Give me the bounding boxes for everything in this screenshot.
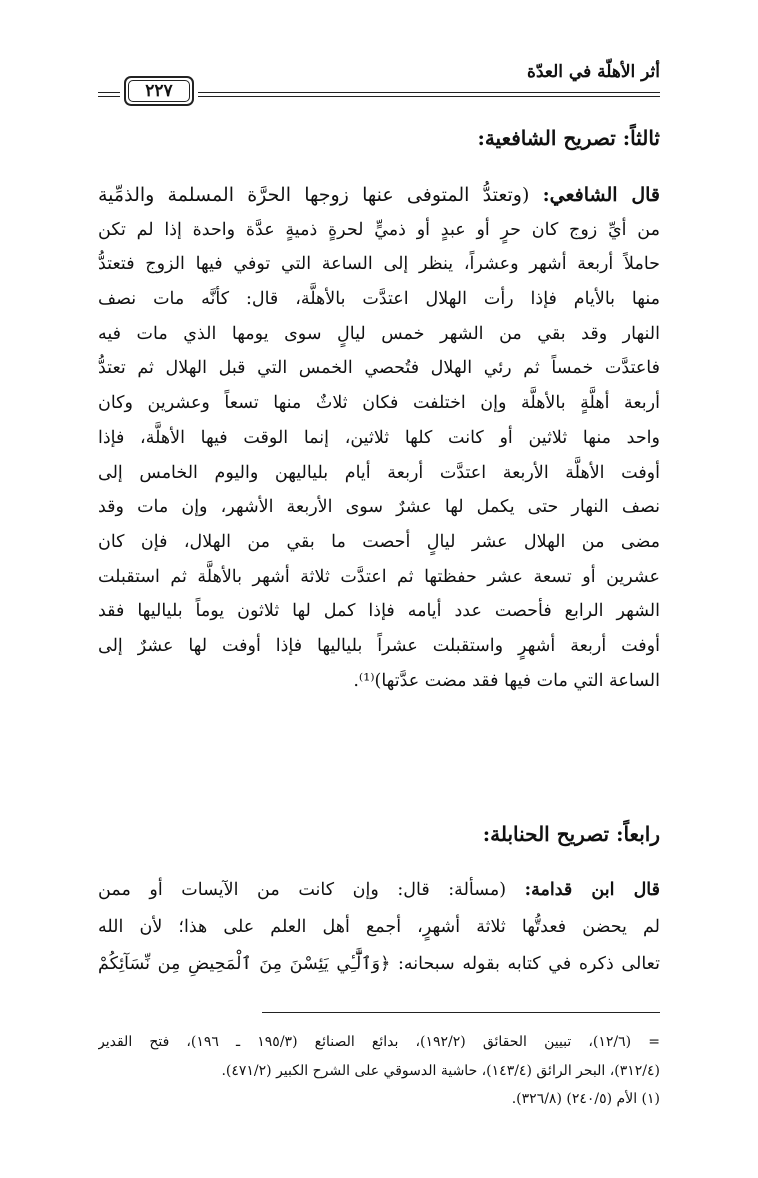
section-heading-shafii: ثالثاً: تصريح الشافعية: (477, 126, 660, 150)
text-line: النهار وقد بقي من الشهر خمس ليالٍ سوى يومها الذي مات فيه (98, 323, 660, 344)
header-rule (198, 92, 660, 97)
footnote-line: (١) الأم (٢٤٠/٥) (٣٢٦/٨). (511, 1091, 660, 1107)
running-header-title: أثر الأهلّة في العدّة (527, 62, 660, 82)
text-line: من أيِّ زوج كان حرٍ أو عبدٍ أو ذميٍّ لحرةٍ ذميةٍ عدَّة واحدة إذا لم تكن (98, 219, 660, 240)
text-line: فاعتدَّت خمساً ثم رئي الهلال فتُحصي الخمس التي قبل الهلال ثم تعتدُّ (98, 358, 660, 379)
footnote-rule (262, 1012, 660, 1013)
speaker-lead: قال الشافعي: (542, 184, 660, 206)
text-line: حاملاً أربعة أشهر وعشراً، ينظر إلى الساعة التي توفي فيها الزوج فتعتدُّ (98, 254, 660, 275)
text-line: أوفت الأهلَّة الأربعة اعتدَّت أربعة أيام بلياليهن واليوم الخامس إلى (98, 462, 660, 483)
text-line: أربعة أهلَّةٍ بالأهلَّة وإن اختلفت فكان ثلاثٌ منها تسعاً وعشرين وكان (98, 393, 660, 414)
paragraph-shafii (98, 178, 660, 698)
text-line: منها بالأيام فإذا رأت الهلال اعتدَّت بالأهلَّة، قال: كأنَّه مات نصف (98, 289, 660, 310)
text-line: لم يحضن فعدتُّها ثلاثة أشهرٍ، أجمع أهل العلم على هذا؛ لأن الله (98, 917, 660, 937)
text-line: قال ابن قدامة: (مسألة: قال: وإن كانت من الآيسات أو ممن (98, 880, 660, 900)
page-number: ٢٢٧ (145, 81, 173, 101)
page-number-badge (124, 76, 194, 106)
footnote-line: = (١٢/٦)، تبيين الحقائق (١٩٢/٢)، بدائع الصنائع (١٩٥/٣ ـ ١٩٦)، فتح القدير (98, 1034, 660, 1050)
text-line: أوفت أربعة أشهرٍ واستقبلت عشراً بلياليها فإذا أوفت لها عشرٌ إلى (98, 635, 660, 656)
paragraph-hanbali (98, 872, 660, 983)
text-line: قال الشافعي: (وتعتدُّ المتوفى عنها زوجها الحرَّة المسلمة والذمِّية (98, 184, 660, 206)
text-line: واحد منها ثلاثين أو كانت كلها ثلاثين، إنما الوقت فيها الأهلَّة، فإذا (98, 427, 660, 448)
text-line: نصف النهار حتى يكمل لها عشرٌ سوى الأربعة الأشهر، وإن مات وقد (98, 497, 660, 518)
header-rule-short (98, 92, 120, 97)
speaker-lead: قال ابن قدامة: (524, 880, 660, 900)
text-line: تعالى ذكره في كتابه بقوله سبحانه: ﴿وَٱلَّٰٓـِٔي يَئِسْنَ مِنَ ٱلْمَحِيضِ مِن نِّسَآئِكُمْ (98, 954, 660, 974)
footnote-line: (٣١٢/٤)، البحر الرائق (١٤٣/٤)، حاشية الدسوقي على الشرح الكبير (٤٧١/٢). (221, 1062, 660, 1079)
text-line: عشرين أو تسعة عشر حفظتها ثم اعتدَّت ثلاثة أشهر بالأهلَّة ثم استقبلت (98, 566, 660, 587)
section-heading-hanbali: رابعاً: تصريح الحنابلة: (482, 822, 660, 846)
text-line: مضى من الهلال عشر ليالٍ أحصت ما بقي من الهلال، فإن كان (98, 531, 660, 552)
text-line: الساعة التي مات فيها فقد مضت عدَّتها)⁽¹⁾. (353, 670, 660, 691)
footnotes (98, 1028, 660, 1114)
text-line: الشهر الرابع فأحصت عدد أيامه فإذا كمل لها ثلاثون يوماً بلياليها فقد (98, 601, 660, 622)
